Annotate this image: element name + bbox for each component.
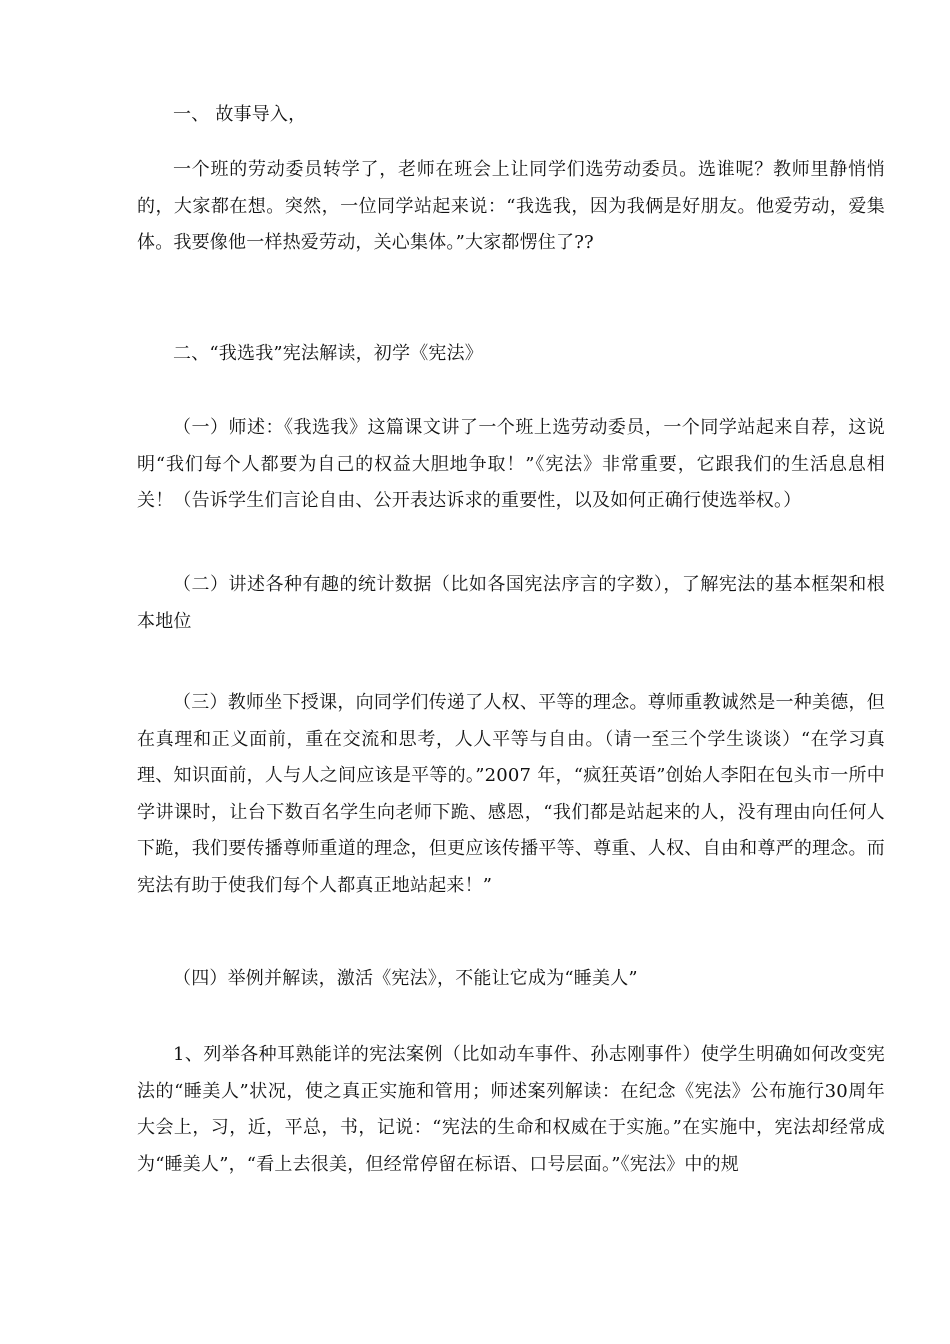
paragraph-part-one: （一）师述：《我选我》这篇课文讲了一个班上选劳动委员，一个同学站起来自荐，这说明“我们每个人都要为自己的权益大胆地争取！”《宪法》非常重要，它跟我们的生活息息相关！（告诉学生们言论自由、公开表达诉求的重要性，以及如何正确行使选举权。） bbox=[137, 417, 885, 512]
paragraph-part-three: （三）教师坐下授课，向同学们传递了人权、平等的理念。尊师重教诚然是一种美德，但在真理和正义面前，重在交流和思考，人人平等与自由。（请一至三个学生谈谈）“在学习真理、知识面前，人与人之间应该是平等的。”2007 年，“疯狂英语”创始人李阳在包头市一所中学讲课时，让台下数百名学生向老师下跪、感恩，“我们都是站起来的人，没有理由向任何人下跪，我们要传播尊师重道的理念，但更应该传播平等、尊重、人权、自由和尊严的理念。而宪法有助于使我们每个人都真正地站起来！” bbox=[137, 692, 885, 896]
section-heading-constitution: 二、“我选我”宪法解读，初学《宪法》 bbox=[173, 343, 484, 364]
paragraph-part-four: （四）举例并解读，激活《宪法》，不能让它成为“睡美人” bbox=[173, 968, 638, 989]
section-heading-story-intro: 一、 故事导入， bbox=[173, 104, 307, 125]
paragraph-story: 一个班的劳动委员转学了，老师在班会上让同学们选劳动委员。选谁呢？教师里静悄悄的，大家都在想。突然，一位同学站起来说：“我选我，因为我俩是好朋友。他爱劳动，爱集体。我要像他一样热爱劳动，关心集体。”大家都愣住了?? bbox=[137, 159, 885, 254]
paragraph-part-two: （二）讲述各种有趣的统计数据（比如各国宪法序言的字数），了解宪法的基本框架和根本地位 bbox=[137, 574, 885, 632]
paragraph-cases: 1、列举各种耳熟能详的宪法案例（比如动车事件、孙志刚事件）使学生明确如何改变宪法的“睡美人”状况，使之真正实施和管用；师述案列解读：在纪念《宪法》公布施行30周年大会上，习，近，平总，书，记说：“宪法的生命和权威在于实施。”在实施中，宪法却经常成为“睡美人”，“看上去很美，但经常停留在标语、口号层面。”《宪法》中的规 bbox=[137, 1044, 885, 1175]
